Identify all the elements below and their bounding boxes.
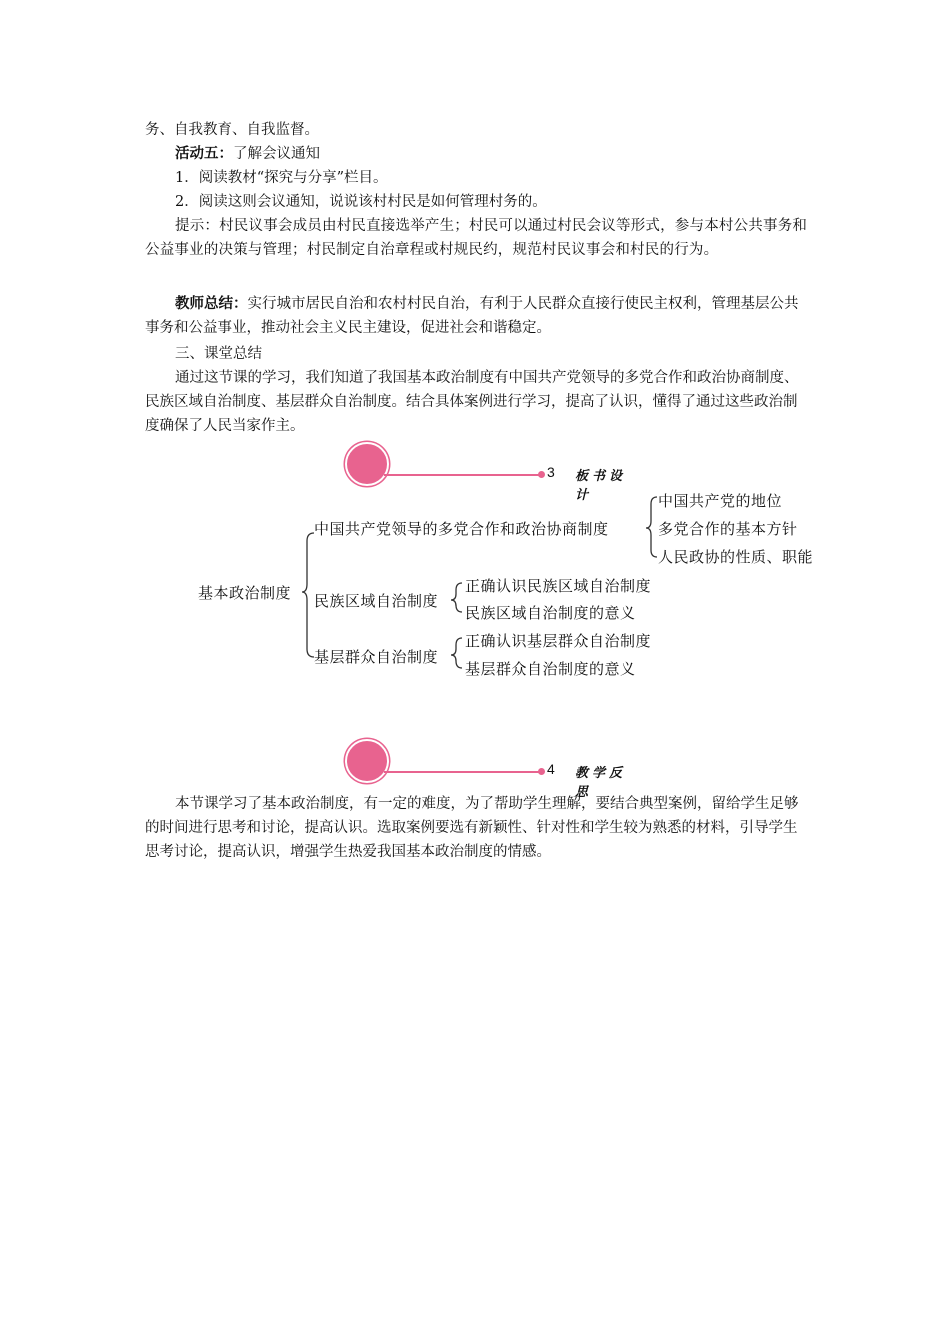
tree-b1-item-2: 多党合作的基本方针 [658, 520, 798, 538]
activity-five [145, 142, 810, 166]
section-title: 教学反思 [575, 766, 627, 800]
pink-circle-icon [345, 442, 389, 486]
tree-branch-3: 基层群众自治制度 [314, 648, 439, 666]
bracket-b2 [451, 583, 462, 612]
divider-line [384, 474, 540, 476]
section-header-reflection [340, 737, 640, 800]
list-item-1: 1．阅读教材“探究与分享”栏目。 [175, 170, 388, 186]
tree-b3-item-2: 基层群众自治制度的意义 [465, 660, 636, 678]
hint-paragraph: 提示：村民议事会成员由村民直接选举产生；村民可以通过村民会议等形式，参与本村公共事务和公益事业的决策与管理；村民制定自治章程或村规民约，规范村民议事会和村民的行为。 [145, 218, 808, 258]
tree-branch-2: 民族区域自治制度 [314, 592, 439, 610]
teacher-summary-label: 教师总结： [175, 295, 248, 312]
section-title: 板书设计 [575, 469, 627, 503]
teacher-summary-text: 实行城市居民自治和农村村民自治，有利于人民群众直接行使民主权利，管理基层公共事务和公益事业，推动社会主义民主建设，促进社会和谐稳定。 [145, 296, 799, 336]
section-header-board-design [340, 440, 640, 503]
tree-b1-item-1: 中国共产党的地位 [658, 492, 783, 510]
dot-icon [538, 471, 545, 478]
tree-b1-item-3: 人民政协的性质、职能 [658, 548, 814, 566]
tree-root: 基本政治制度 [198, 584, 292, 602]
tree-b3-item-1: 正确认识基层群众自治制度 [465, 632, 652, 650]
bracket-main [302, 533, 314, 657]
section-number: 4 [547, 761, 555, 777]
divider-line [384, 771, 540, 773]
paragraph-continuation: 务、自我教育、自我监督。 [145, 122, 319, 138]
tree-b2-item-1: 正确认识民族区域自治制度 [465, 577, 652, 595]
reflection-paragraph: 本节课学习了基本政治制度，有一定的难度，为了帮助学生理解，要结合典型案例，留给学生足够的时间进行思考和讨论，提高认识。选取案例要选有新颖性、针对性和学生较为熟悉的材料，引导学生思考讨论，提高认识，增强学生热爱我国基本政治制度的情感。 [145, 796, 799, 860]
tree-b2-item-2: 民族区域自治制度的意义 [465, 604, 636, 622]
teacher-summary [145, 292, 810, 340]
section-heading-3: 三、课堂总结 [175, 346, 262, 362]
bracket-b3 [451, 638, 462, 668]
activity-five-text: 了解会议通知 [233, 146, 320, 162]
section-number: 3 [547, 464, 555, 480]
bracket-b1 [646, 497, 657, 557]
tree-branch-1: 中国共产党领导的多党合作和政治协商制度 [314, 520, 609, 538]
list-item-2: 2．阅读这则会议通知，说说该村村民是如何管理村务的。 [175, 194, 547, 210]
activity-five-label: 活动五： [175, 145, 233, 162]
conclusion-paragraph: 通过这节课的学习，我们知道了我国基本政治制度有中国共产党领导的多党合作和政治协商制度、民族区域自治制度、基层群众自治制度。结合具体案例进行学习，提高了认识，懂得了通过这些政治制度确保了人民当家作主。 [145, 370, 799, 434]
pink-circle-icon [345, 739, 389, 783]
dot-icon [538, 768, 545, 775]
